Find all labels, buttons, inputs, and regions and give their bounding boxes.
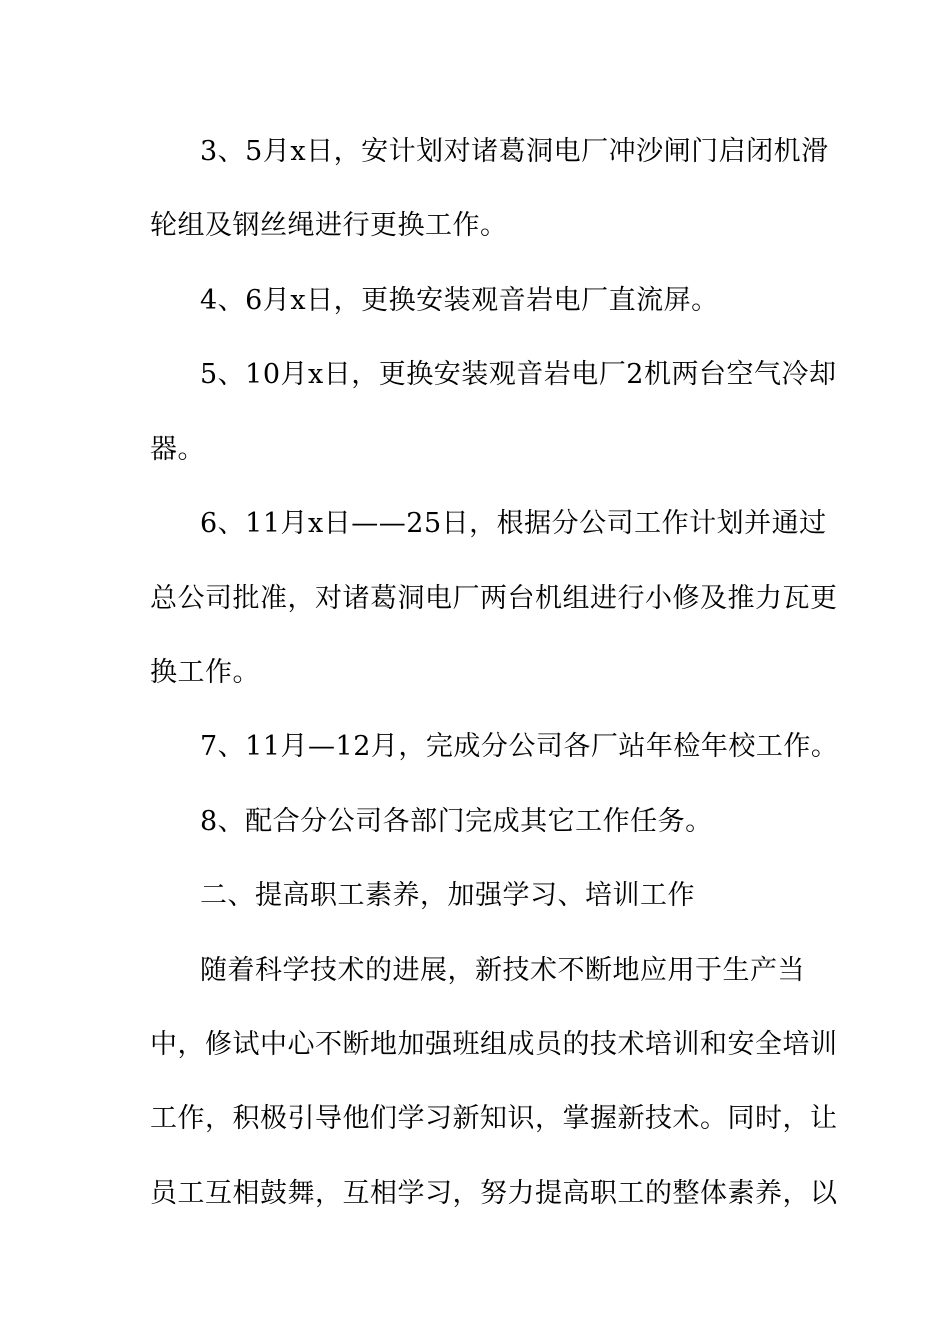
paragraph-line: 5、10月x日，更换安装观音岩电厂2机两台空气冷却 (200, 359, 837, 390)
paragraph-line: 总公司批准，对诸葛洞电厂两台机组进行小修及推力瓦更 (150, 583, 838, 614)
paragraph-line: 3、5月x日，安计划对诸葛洞电厂冲沙闸门启闭机滑 (200, 136, 829, 167)
paragraph-line: 随着科学技术的进展，新技术不断地应用于生产当 (200, 955, 805, 986)
paragraph-line: 4、6月x日，更换安装观音岩电厂直流屏。 (200, 285, 719, 316)
paragraph-line: 轮组及钢丝绳进行更换工作。 (150, 210, 508, 241)
paragraph-line: 工作，积极引导他们学习新知识，掌握新技术。同时，让 (150, 1103, 838, 1134)
paragraph-line: 6、11月x日——25日，根据分公司工作计划并通过 (200, 508, 827, 539)
paragraph-line: 7、11月—12月，完成分公司各厂站年检年校工作。 (200, 731, 839, 762)
section-heading: 二、提高职工素养，加强学习、培训工作 (200, 880, 695, 911)
paragraph-line: 中，修试中心不断地加强班组成员的技术培训和安全培训 (150, 1029, 838, 1060)
paragraph-line: 器。 (150, 434, 205, 465)
paragraph-line: 员工互相鼓舞，互相学习，努力提高职工的整体素养，以 (150, 1178, 838, 1209)
paragraph-line: 8、配合分公司各部门完成其它工作任务。 (200, 806, 713, 837)
paragraph-line: 换工作。 (150, 657, 260, 688)
